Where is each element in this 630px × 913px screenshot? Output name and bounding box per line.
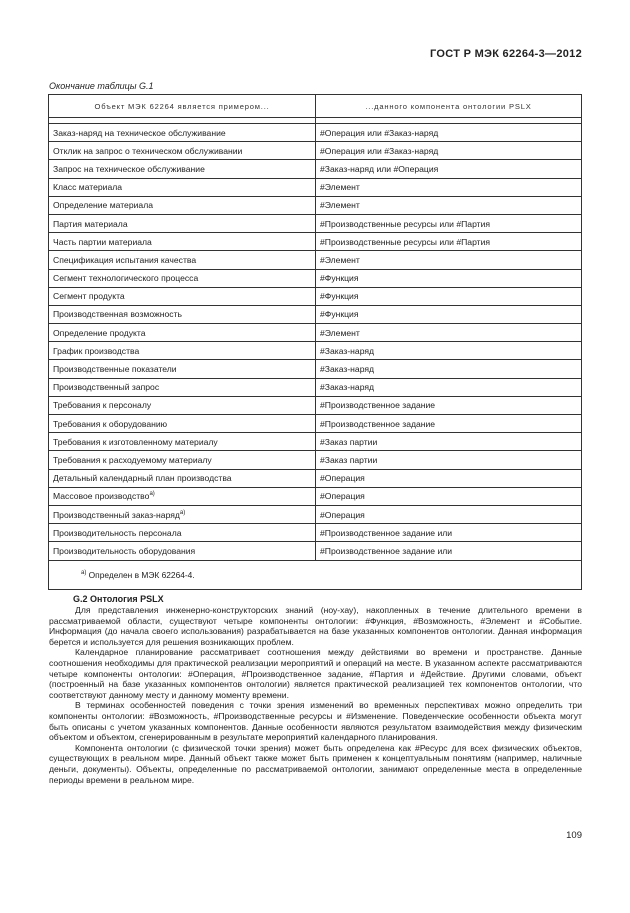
object-cell bbox=[49, 505, 316, 523]
object-cell bbox=[49, 214, 316, 232]
table-row bbox=[49, 324, 582, 342]
component-cell: #Элемент bbox=[316, 324, 582, 342]
object-cell bbox=[49, 160, 316, 178]
component-cell: #Производственные ресурсы или #Партия bbox=[316, 214, 582, 232]
table-row bbox=[49, 487, 582, 505]
component-cell: #Заказ-наряд или #Операция bbox=[316, 160, 582, 178]
table-row bbox=[49, 269, 582, 287]
paragraph: Компонента онтологии (с физической точки зрения) может быть определена как #Ресурс для всех физических объектов, существующих в реальном мире. Данный объект также может быть применен к концептуальным понятиям (например, наличные деньги, документы). Объекты, определенные по рассматриваемой онтологии, занимают определенные места в определенные периоды времени в реальном мире. bbox=[49, 742, 582, 785]
object-text: Запрос на техническое обслуживание bbox=[53, 163, 205, 174]
table-row bbox=[49, 124, 582, 142]
table-row bbox=[49, 178, 582, 196]
object-text: Класс материала bbox=[53, 182, 123, 193]
object-text: График производства bbox=[53, 345, 140, 356]
table-row bbox=[49, 305, 582, 323]
table-row bbox=[49, 505, 582, 523]
object-text: Требования к оборудованию bbox=[53, 418, 168, 429]
object-cell bbox=[49, 324, 316, 342]
footnote-ref: a) bbox=[149, 491, 155, 498]
table-row bbox=[49, 378, 582, 396]
object-cell bbox=[49, 378, 316, 396]
table-row bbox=[49, 433, 582, 451]
table-row bbox=[49, 342, 582, 360]
object-text: Требования к персоналу bbox=[53, 400, 152, 411]
component-cell: #Производственное задание или bbox=[316, 524, 582, 542]
component-cell: #Операция bbox=[316, 505, 582, 523]
section-title: G.2 Онтология PSLX bbox=[73, 594, 164, 604]
paragraph: В терминах особенностей поведения с точки зрения изменений во временных перспективах можно определить три компоненты онтологии: #Возможность, #Производственные ресурсы и #Изменение. Поведенческие особенности объекта могут быть описаны с учетом указанных компонентов. Данные особенности являются результатом взаимодействия между физическим объектом и объектом, сгенерированным в результате мероприятий календарного планирования. bbox=[49, 700, 582, 743]
component-cell: #Операция или #Заказ-наряд bbox=[316, 124, 582, 142]
paragraph: Календарное планирование рассматривает соотношения между действиями во времени и пространстве. Данные соотношения необходимы для практической реализации мероприятий и операций на месте. В указанном аспекте рассматриваются четыре компоненты онтологии: #Операция, #Производственное задание, #Партия и #Действие. Другими словами, объект (построенный на базе указанных компонентов онтологии) является практической реализацией тех компонентов онтологии, что соответствуют данному месту и данному моменту времени. bbox=[49, 647, 582, 700]
object-text: Определение продукта bbox=[53, 327, 146, 338]
object-cell bbox=[49, 487, 316, 505]
component-cell: #Заказ партии bbox=[316, 451, 582, 469]
object-text: Спецификация испытания качества bbox=[53, 254, 197, 265]
object-cell bbox=[49, 360, 316, 378]
table-row bbox=[49, 287, 582, 305]
object-cell bbox=[49, 415, 316, 433]
component-cell: #Операция bbox=[316, 487, 582, 505]
object-cell bbox=[49, 396, 316, 414]
table-row bbox=[49, 542, 582, 560]
table-row bbox=[49, 142, 582, 160]
object-cell bbox=[49, 196, 316, 214]
component-cell: #Функция bbox=[316, 305, 582, 323]
object-cell bbox=[49, 124, 316, 142]
object-text: Партия материала bbox=[53, 218, 128, 229]
table-row bbox=[49, 233, 582, 251]
object-cell bbox=[49, 269, 316, 287]
object-cell bbox=[49, 542, 316, 560]
table-row bbox=[49, 196, 582, 214]
component-cell: #Элемент bbox=[316, 178, 582, 196]
object-cell bbox=[49, 451, 316, 469]
table-row bbox=[49, 415, 582, 433]
component-cell: #Производственное задание bbox=[316, 415, 582, 433]
object-cell bbox=[49, 287, 316, 305]
component-cell: #Функция bbox=[316, 269, 582, 287]
table-footnote-row bbox=[49, 560, 582, 589]
object-text: Производственный заказ-наряд bbox=[53, 509, 180, 520]
footnote-mark: a) bbox=[81, 569, 87, 576]
component-cell: #Операция bbox=[316, 469, 582, 487]
object-text: Производительность оборудования bbox=[53, 545, 196, 556]
object-text: Требования к изготовленному материалу bbox=[53, 436, 218, 447]
table-footnote bbox=[49, 560, 582, 589]
object-text: Производственные показатели bbox=[53, 364, 177, 375]
object-text: Заказ-наряд на техническое обслуживание bbox=[53, 127, 226, 138]
component-cell: #Операция или #Заказ-наряд bbox=[316, 142, 582, 160]
object-text: Отклик на запрос о техническом обслуживании bbox=[53, 145, 243, 156]
object-text: Определение материала bbox=[53, 200, 153, 211]
table-row bbox=[49, 214, 582, 232]
object-cell bbox=[49, 524, 316, 542]
component-cell: #Заказ-наряд bbox=[316, 378, 582, 396]
document-header: ГОСТ Р МЭК 62264-3—2012 bbox=[430, 48, 582, 60]
component-cell: #Производственные ресурсы или #Партия bbox=[316, 233, 582, 251]
object-cell bbox=[49, 433, 316, 451]
table-row bbox=[49, 451, 582, 469]
object-text: Сегмент продукта bbox=[53, 291, 125, 302]
footnote-text: Определен в МЭК 62264-4. bbox=[88, 569, 195, 580]
table-row bbox=[49, 469, 582, 487]
object-text: Часть партии материала bbox=[53, 236, 152, 247]
component-cell: #Производственное задание bbox=[316, 396, 582, 414]
object-text: Производственная возможность bbox=[53, 309, 183, 320]
object-cell bbox=[49, 251, 316, 269]
paragraph: Для представления инженерно-конструкторских знаний (ноу-хау), накопленных в течение длительного времени в рассматриваемой области, существуют четыре компоненты онтологии: #Функция, #Возможность, #Элемент и #Событие. Информация (до начала своего использования) разрабатывается на базе указанных компонентов онтологии. Данная информация берется и используется для решения возникающих проблем. bbox=[49, 605, 582, 647]
object-text: Производительность персонала bbox=[53, 527, 182, 538]
table-row bbox=[49, 524, 582, 542]
column-header-object: Объект МЭК 62264 является примером... bbox=[49, 95, 316, 118]
component-cell: #Элемент bbox=[316, 251, 582, 269]
table-row bbox=[49, 360, 582, 378]
component-cell: #Функция bbox=[316, 287, 582, 305]
table-row bbox=[49, 160, 582, 178]
section-body bbox=[49, 605, 582, 785]
object-cell bbox=[49, 142, 316, 160]
table-row bbox=[49, 396, 582, 414]
object-cell bbox=[49, 305, 316, 323]
object-cell bbox=[49, 178, 316, 196]
object-cell bbox=[49, 233, 316, 251]
object-text: Детальный календарный план производства bbox=[53, 473, 232, 484]
component-cell: #Заказ-наряд bbox=[316, 342, 582, 360]
object-text: Массовое производство bbox=[53, 491, 150, 502]
object-cell bbox=[49, 342, 316, 360]
component-cell: #Заказ-наряд bbox=[316, 360, 582, 378]
object-text: Требования к расходуемому материалу bbox=[53, 454, 212, 465]
component-cell: #Элемент bbox=[316, 196, 582, 214]
object-text: Сегмент технологического процесса bbox=[53, 273, 199, 284]
footnote-ref: a) bbox=[179, 509, 186, 516]
column-header-component: ...данного компонента онтологии PSLX bbox=[316, 95, 582, 118]
component-cell: #Производственное задание или bbox=[316, 542, 582, 560]
component-cell: #Заказ партии bbox=[316, 433, 582, 451]
table-row bbox=[49, 251, 582, 269]
object-cell bbox=[49, 469, 316, 487]
object-text: Производственный запрос bbox=[53, 382, 160, 393]
table-caption: Окончание таблицы G.1 bbox=[49, 81, 154, 91]
ontology-table bbox=[48, 94, 582, 590]
page-number: 109 bbox=[566, 830, 582, 841]
